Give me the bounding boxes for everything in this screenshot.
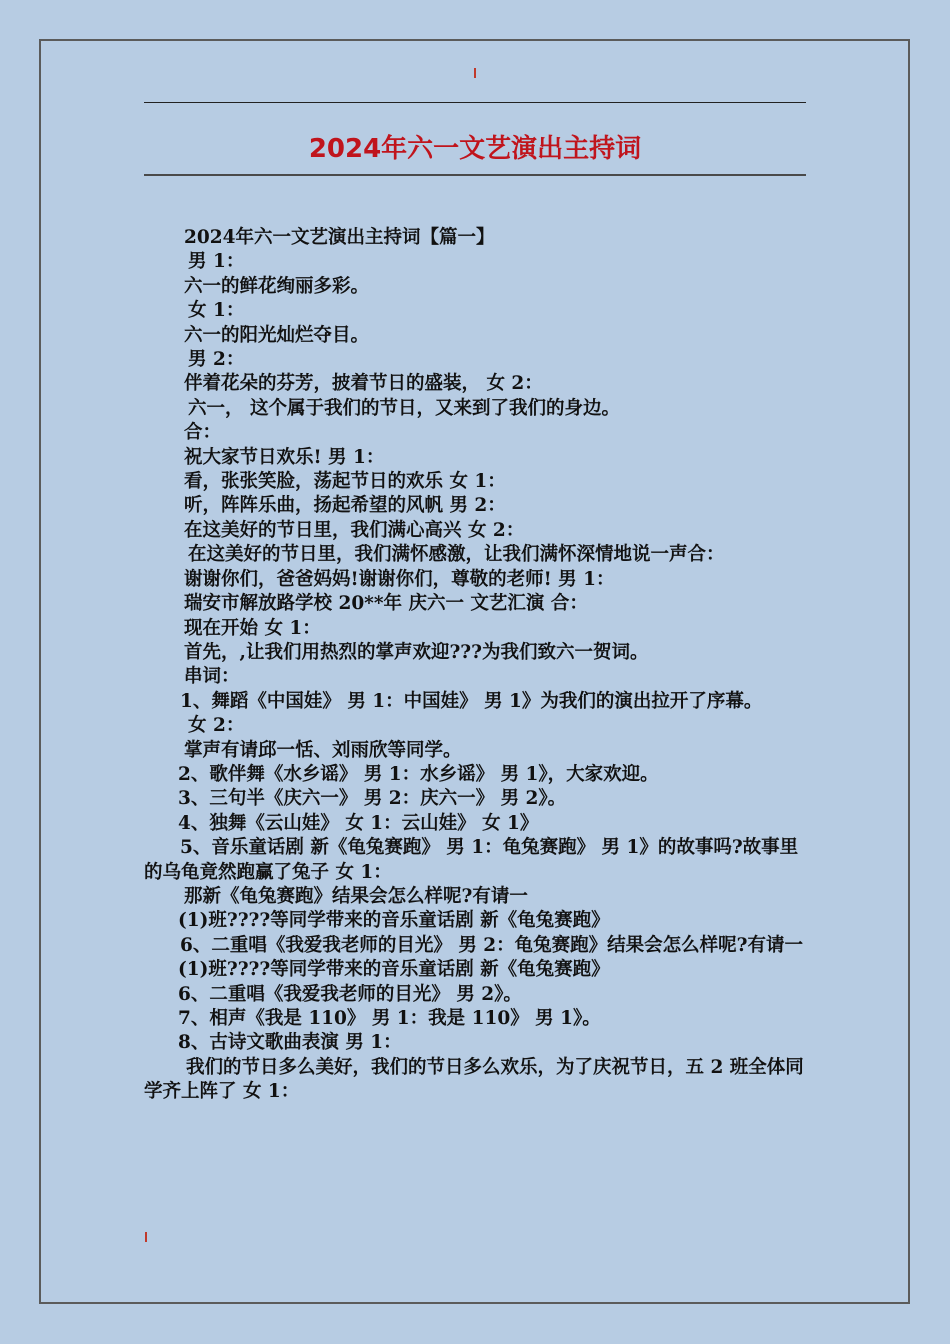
- text-line: 谢谢你们，爸爸妈妈!谢谢你们，尊敬的老师! 男 1：: [184, 568, 615, 590]
- title-rule: [144, 174, 806, 176]
- text-line: 2、歌伴舞《水乡谣》 男 1：水乡谣》 男 1》，大家欢迎。: [178, 763, 659, 785]
- text-line: 女 1：: [188, 300, 245, 322]
- text-line: 那新《龟兔赛跑》结果会怎么样呢?有请一: [184, 885, 528, 907]
- text-line: 3、三句半《庆六一》 男 2：庆六一》 男 2》。: [178, 788, 567, 810]
- header-rule: [144, 102, 806, 103]
- text-line: 瑞安市解放路学校 20**年 庆六一 文艺汇演 合：: [184, 593, 588, 615]
- document-title: 2024年六一文艺演出主持词: [308, 134, 642, 164]
- text-line: 8、古诗文歌曲表演 男 1：: [178, 1032, 402, 1054]
- text-line: 祝大家节日欢乐! 男 1：: [184, 446, 385, 468]
- text-line: 我们的节日多么美好，我们的节日多么欢乐，为了庆祝节日，五 2 班全体同学齐上阵了 女 1：: [144, 1056, 804, 1103]
- text-line: 男 1：: [188, 251, 245, 273]
- text-line: (1)班????等同学带来的音乐童话剧 新《龟兔赛跑》: [178, 959, 610, 981]
- text-line: 六一的鲜花绚丽多彩。: [184, 275, 370, 297]
- text-line: 合：: [184, 422, 222, 444]
- text-line: 掌声有请邱一恬、刘雨欣等同学。: [184, 739, 462, 761]
- text-line: 2024年六一文艺演出主持词【篇一】: [184, 227, 495, 248]
- text-line: 伴着花朵的芬芳，披着节日的盛装， 女 2：: [184, 373, 543, 395]
- text-line: 串词：: [184, 666, 240, 688]
- text-line: 首先，,让我们用热烈的掌声欢迎???为我们致六一贺词。: [184, 641, 649, 663]
- text-line: 六一， 这个属于我们的节日，又来到了我们的身边。: [188, 397, 620, 419]
- text-line: 男 2：: [188, 349, 245, 371]
- header-mark: [474, 68, 476, 78]
- text-line: 1、舞蹈《中国娃》 男 1：中国娃》 男 1》为我们的演出拉开了序幕。: [180, 690, 763, 712]
- text-line: 5、音乐童话剧 新《龟兔赛跑》 男 1：龟兔赛跑》 男 1》的故事吗?故事里的乌龟竟然跑赢了兔子 女 1：: [144, 837, 799, 883]
- text-line: 6、二重唱《我爱我老师的目光》 男 2》。: [178, 983, 522, 1005]
- text-line: 女 2：: [188, 715, 245, 737]
- text-line: 在这美好的节日里，我们满怀感激，让我们满怀深情地说一声合：: [188, 544, 725, 566]
- text-line: 看，张张笑脸，荡起节日的欢乐 女 1：: [184, 471, 506, 493]
- text-line: 六一的阳光灿烂夺目。: [184, 324, 370, 346]
- text-line: 现在开始 女 1：: [184, 617, 321, 639]
- text-line: 7、相声《我是 110》 男 1：我是 110》 男 1》。: [178, 1008, 601, 1029]
- text-line: 6、二重唱《我爱我老师的目光》 男 2：龟兔赛跑》结果会怎么样呢?有请一: [180, 934, 803, 956]
- document-body: [144, 226, 808, 1105]
- footer-mark: [145, 1232, 147, 1242]
- text-line: 听，阵阵乐曲，扬起希望的风帆 男 2：: [184, 495, 506, 517]
- text-line: (1)班????等同学带来的音乐童话剧 新《龟兔赛跑》: [178, 910, 610, 932]
- text-line: 4、独舞《云山娃》 女 1：云山娃》 女 1》: [178, 812, 539, 834]
- text-line: 在这美好的节日里，我们满心高兴 女 2：: [184, 519, 525, 541]
